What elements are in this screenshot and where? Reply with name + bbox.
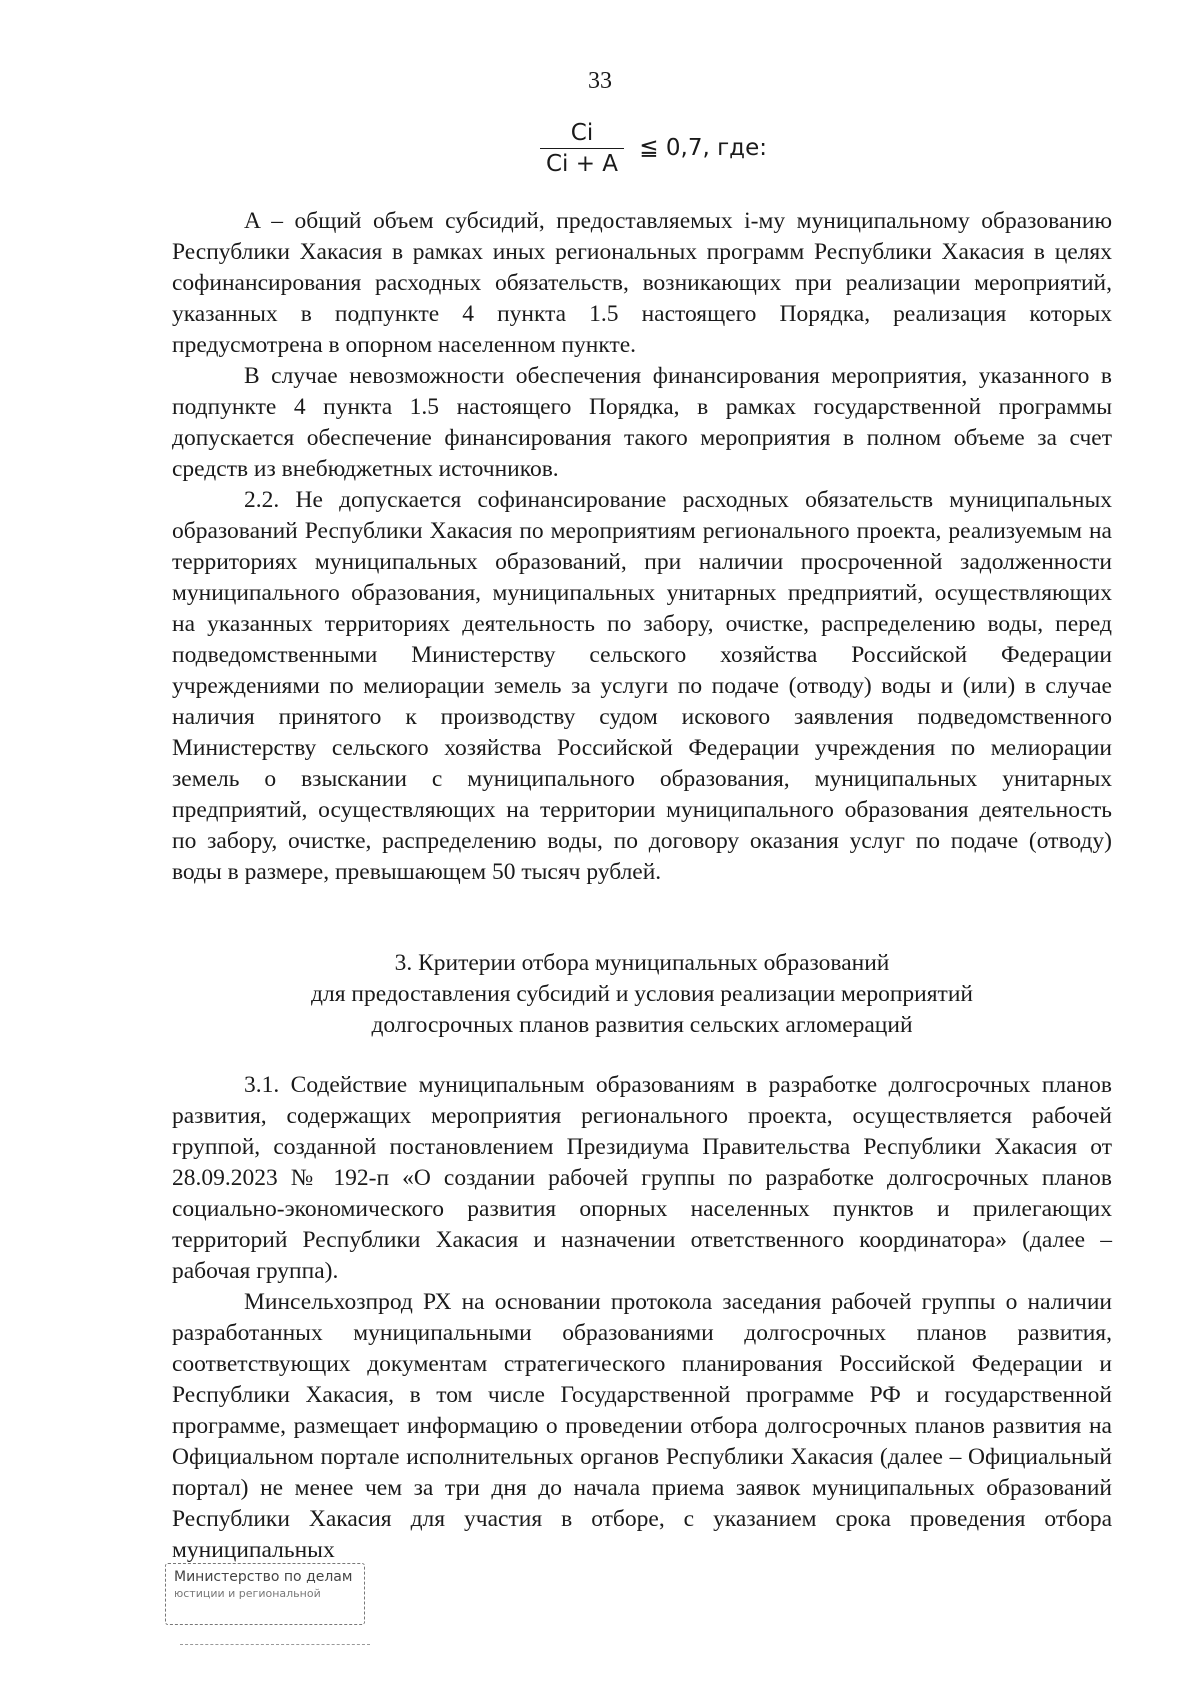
- formula-numerator: Ci: [540, 120, 624, 149]
- section-heading-line-1: 3. Критерии отбора муниципальных образований: [394, 950, 890, 976]
- body-text-block-2: [172, 1070, 1112, 1566]
- paragraph-2-2: 2.2. Не допускается софинансирование расходных обязательств муниципальных образований Республики Хакасия по мероприятиям регионального проекта, реализуемым на территориях муниципальных образований, при наличии просроченной задолженности муниципального образования, муниципальных унитарных предприятий, осуществляющих на указанных территориях деятельность по забору, очистке, распределению воды, перед подведомственными Министерству сельского хозяйства Российской Федерации учреждениями по мелиорации земель за услуги по подаче (отводу) воды и (или) в случае наличия принятого к производству судом искового заявления подведомственного Министерству сельского хозяйства Российской Федерации учреждения по мелиорации земель о взыскании с муниципального образования, муниципальных унитарных предприятий, осуществляющих на территории муниципального образования деятельность по забору, очистке, распределению воды, по договору оказания услуг по подаче (отводу) воды в размере, превышающем 50 тысяч рублей.: [172, 487, 1112, 885]
- body-text-block-1: [172, 206, 1112, 888]
- formula-denominator: Ci + A: [545, 150, 619, 177]
- formula-relation: ≦ 0,7, где:: [632, 135, 767, 161]
- stamp-line-2: юстиции и региональной: [174, 1587, 321, 1600]
- paragraph-minselkhozprod: Минсельхозпрод РХ на основании протокола заседания рабочей группы о наличии разработанных муниципальными образованиями долгосрочных планов развития, соответствующих документам стратегического планирования Российской Федерации и Республики Хакасия, в том числе Государственной программе РФ и государственной программе, размещает информацию о проведении отбора долгосрочных планов развития на Официальном портале исполнительных органов Республики Хакасия (далее – Официальный портал) не менее чем за три дня до начала приема заявок муниципальных образований Республики Хакасия для участия в отборе, с указанием срока проведения отбора муниципальных: [172, 1289, 1112, 1563]
- section-heading: [172, 948, 1112, 1041]
- stamp-signature-line: [180, 1644, 370, 1645]
- registration-stamp: [165, 1563, 365, 1625]
- paragraph-financing: В случае невозможности обеспечения финансирования мероприятия, указанного в подпункте 4 пункта 1.5 настоящего Порядка, в рамках государственной программы допускается обеспечение финансирования такого мероприятия в полном объеме за счет средств из внебюджетных источников.: [172, 363, 1112, 482]
- formula: [540, 108, 767, 188]
- section-heading-line-2: для предоставления субсидий и условия реализации мероприятий: [311, 981, 973, 1007]
- formula-fraction: [540, 120, 624, 177]
- section-heading-line-3: долгосрочных планов развития сельских агломераций: [371, 1012, 913, 1038]
- page-number: 33: [588, 68, 612, 94]
- paragraph-definition-a: A – общий объем субсидий, предоставляемых i-му муниципальному образованию Республики Хакасия в рамках иных региональных программ Республики Хакасия в целях софинансирования расходных обязательств, возникающих при реализации мероприятий, указанных в подпункте 4 пункта 1.5 настоящего Порядка, реализация которых предусмотрена в опорном населенном пункте.: [172, 208, 1112, 358]
- paragraph-3-1: 3.1. Содействие муниципальным образованиям в разработке долгосрочных планов развития, содержащих мероприятия регионального проекта, осуществляется рабочей группой, созданной постановлением Президиума Правительства Республики Хакасия от 28.09.2023 № 192-п «О создании рабочей группы по разработке долгосрочных планов социально-экономического развития опорных населенных пунктов и прилегающих территорий Республики Хакасия и назначении ответственного координатора» (далее – рабочая группа).: [172, 1072, 1112, 1284]
- stamp-line-1: Министерство по делам: [174, 1569, 353, 1585]
